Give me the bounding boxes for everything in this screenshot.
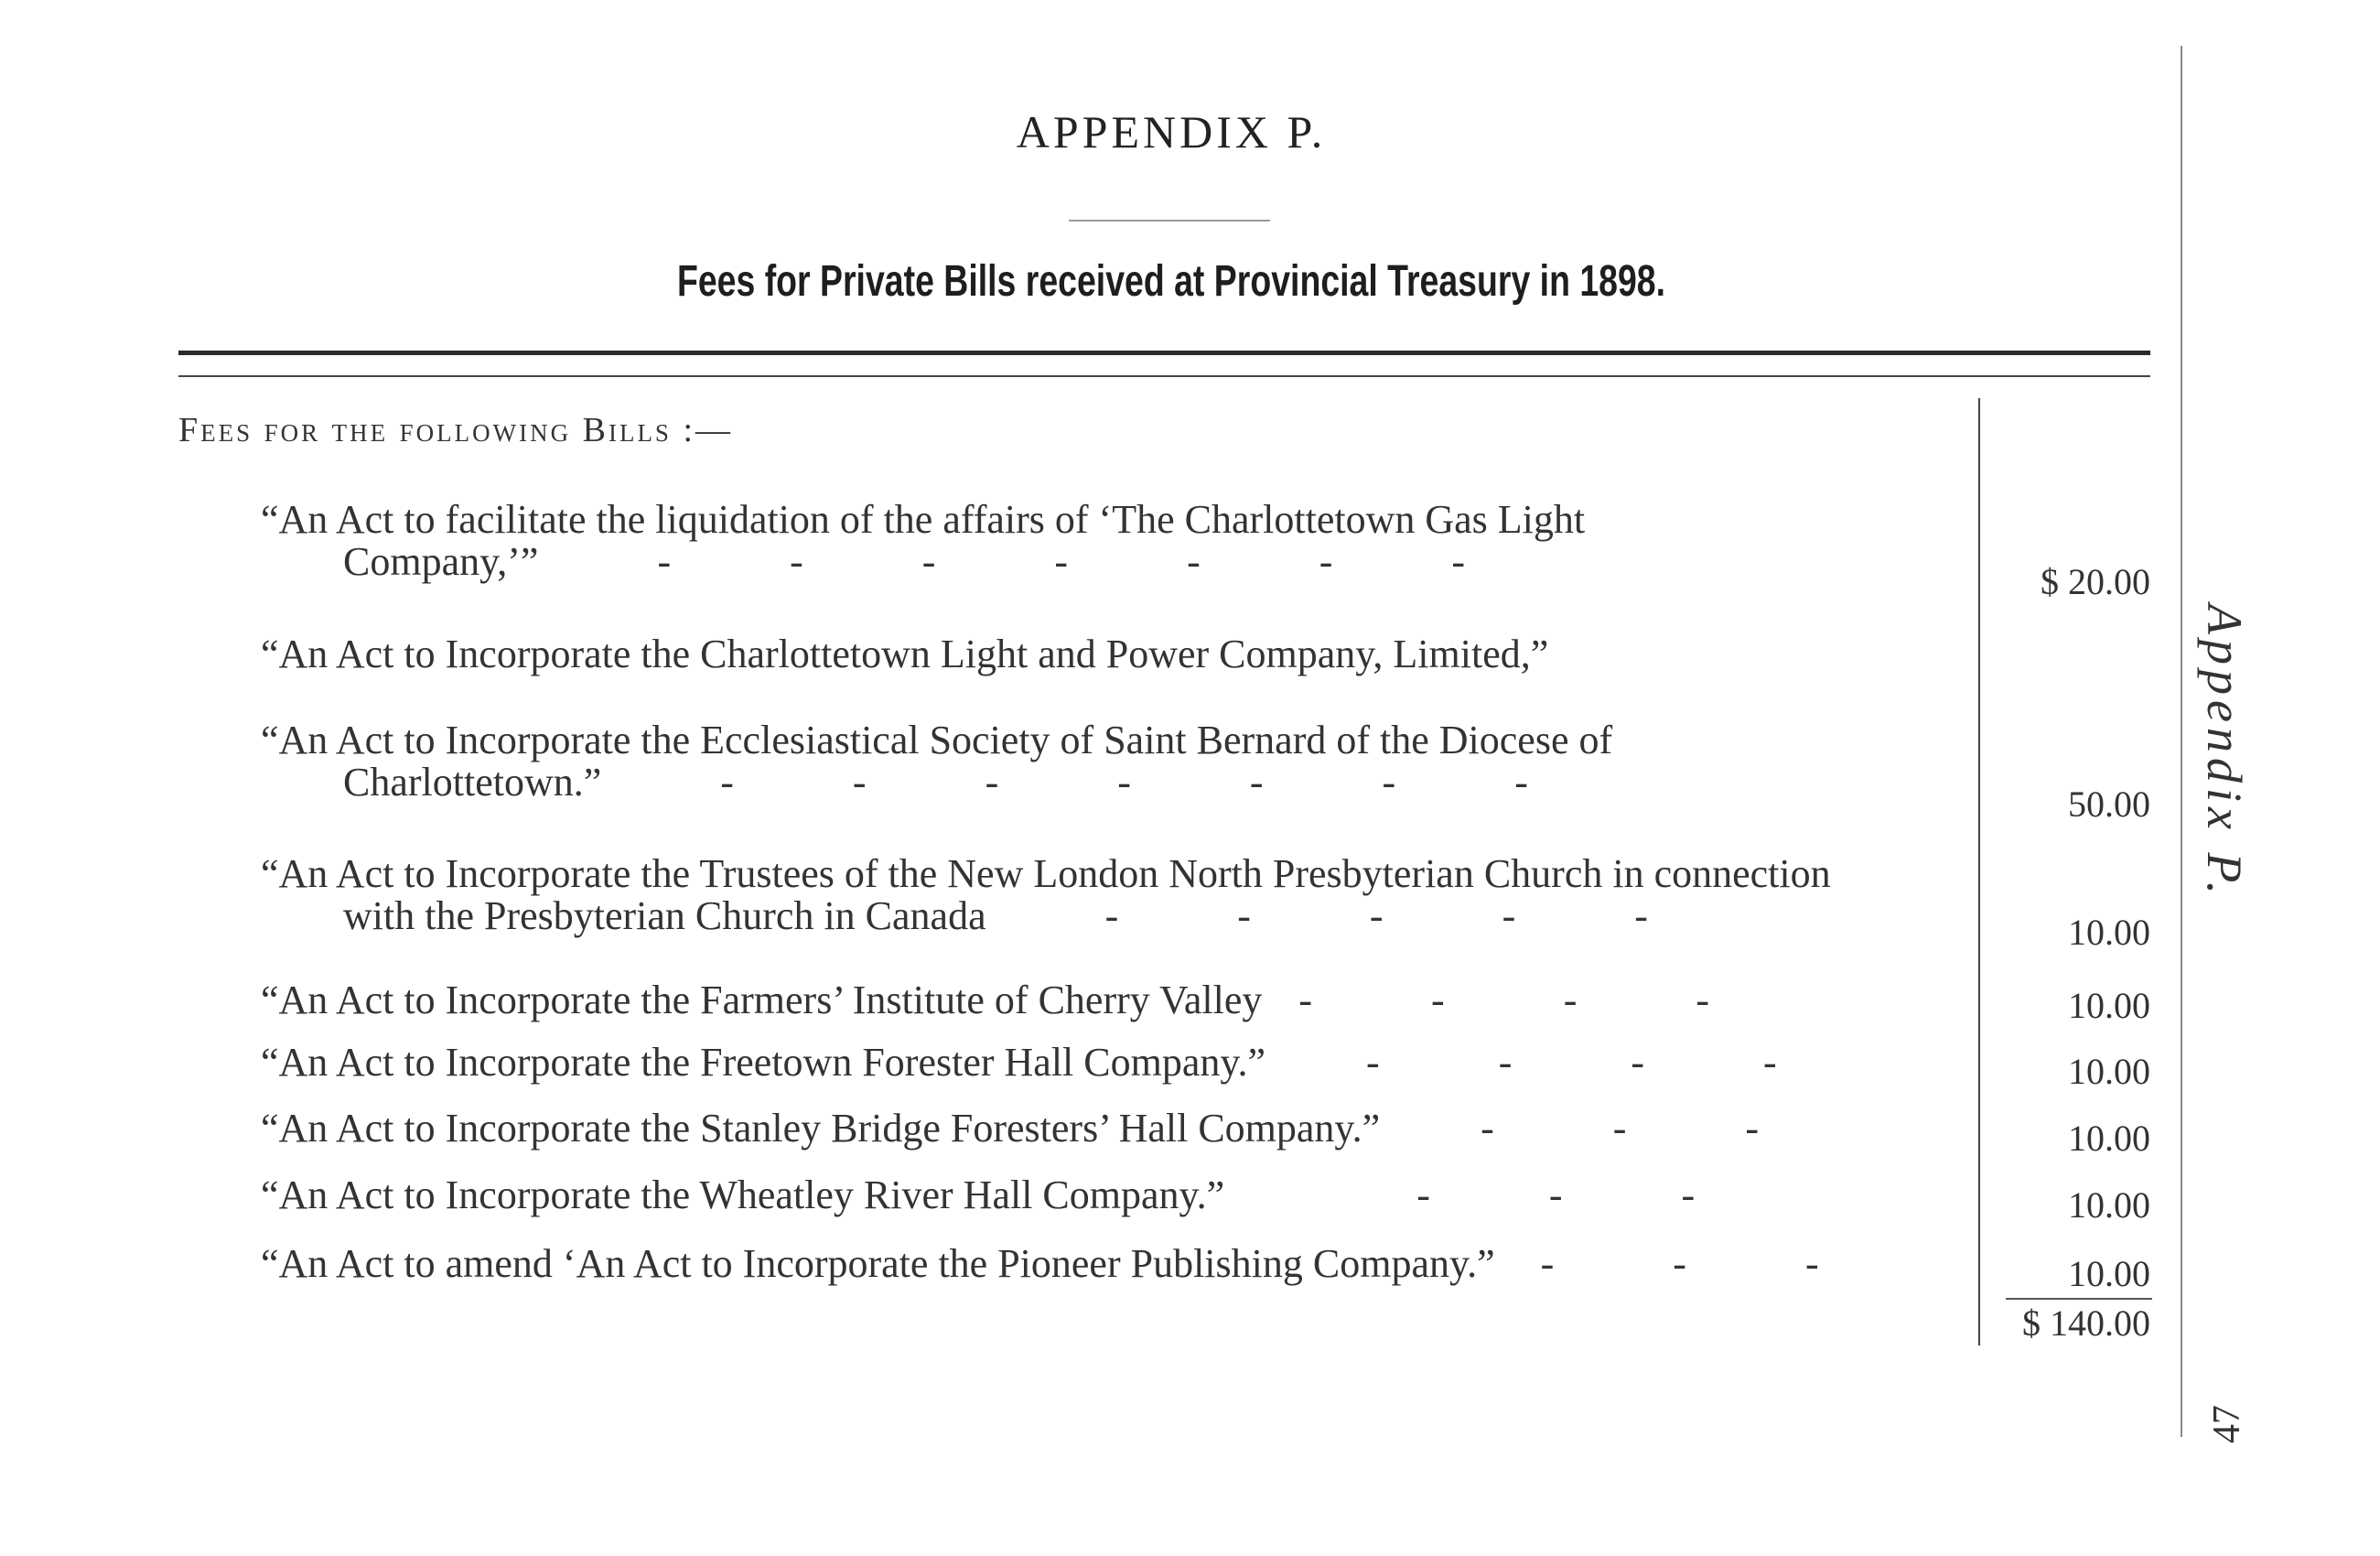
bill-fee: 50.00: [2068, 783, 2150, 825]
bill-entry: [261, 1108, 1954, 1150]
bill-title: “An Act to Incorporate the Trustees of the New London North Presbyterian Church in connection: [261, 851, 1831, 896]
total-rule: [2006, 1298, 2152, 1300]
bill-title-continued: Company,’” - - - - - - -: [343, 539, 1466, 584]
bill-title: “An Act to Incorporate the Stanley Bridge Foresters’ Hall Company.” - - -: [261, 1106, 1760, 1151]
bill-fee: 10.00: [2068, 1118, 2150, 1159]
bill-entry: [261, 853, 1981, 937]
bill-title-continued: Charlottetown.” - - - - - - -: [343, 760, 1528, 805]
bill-entry: [261, 1042, 1954, 1084]
page-title: APPENDIX P.: [1016, 106, 1327, 157]
bill-title: “An Act to Incorporate the Freetown Forester Hall Company.” - - - -: [261, 1040, 1777, 1085]
section-heading: Fees for the following Bills :—: [178, 411, 734, 449]
bill-fee: 10.00: [2068, 1253, 2150, 1294]
bill-fee: $ 20.00: [2041, 561, 2150, 602]
page-number: 47: [2206, 1405, 2248, 1443]
header-rule-heavy: [178, 351, 2150, 355]
bill-fee: 10.00: [2068, 1051, 2150, 1092]
margin-rule: [2181, 46, 2182, 1437]
title-divider: [1069, 220, 1270, 222]
bill-fee: 10.00: [2068, 985, 2150, 1026]
bill-entry: [261, 1174, 1954, 1216]
bill-title: “An Act to Incorporate the Ecclesiastical Society of Saint Bernard of the Diocese of: [261, 718, 1613, 762]
bill-title: “An Act to amend ‘An Act to Incorporate the Pioneer Publishing Company.” - - -: [261, 1241, 1819, 1286]
total-fee: $ 140.00: [2022, 1302, 2150, 1344]
bill-title: “An Act to Incorporate the Charlottetown Light and Power Company, Limited,”: [261, 632, 1549, 676]
page-subtitle: Fees for Private Bills received at Provincial Treasury in 1898.: [676, 257, 1666, 306]
bill-fee: 10.00: [2068, 912, 2150, 953]
bill-title: “An Act to Incorporate the Farmers’ Institute of Cherry Valley - - - -: [261, 978, 1709, 1022]
bill-entry: [261, 633, 1954, 675]
bill-entry: [261, 979, 1954, 1021]
bill-entry: [261, 1243, 1954, 1285]
bill-title-continued: with the Presbyterian Church in Canada - - - - -: [343, 893, 1648, 938]
bill-title: “An Act to Incorporate the Wheatley River Hall Company.” - - -: [261, 1172, 1696, 1217]
bill-title: “An Act to facilitate the liquidation of the affairs of ‘The Charlottetown Gas Light: [261, 497, 1586, 542]
header-rule-thin: [178, 375, 2150, 377]
margin-note: Appendix P.: [2197, 604, 2252, 900]
bill-entry: [261, 499, 1954, 583]
bill-fee: 10.00: [2068, 1184, 2150, 1226]
bill-entry: [261, 719, 1954, 804]
